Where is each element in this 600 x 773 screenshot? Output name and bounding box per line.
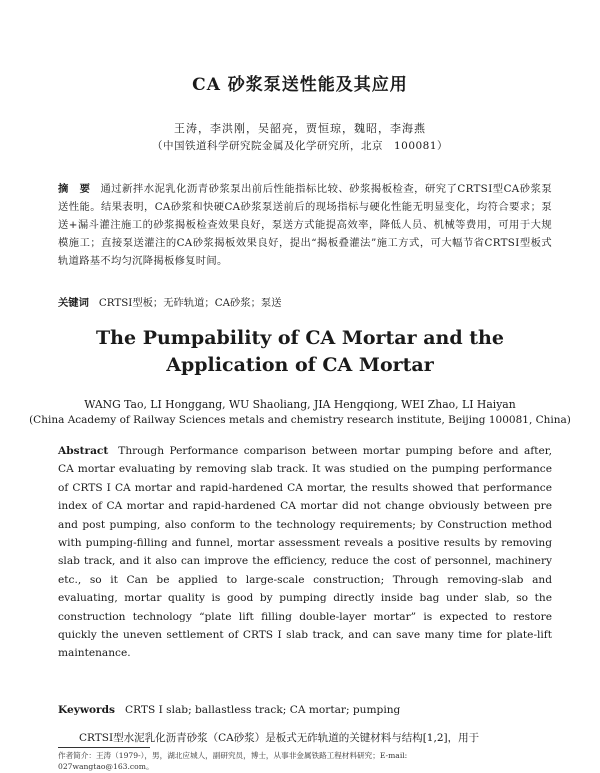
chinese-abstract bbox=[58, 180, 552, 270]
author-footnote bbox=[58, 750, 552, 772]
chinese-keywords bbox=[58, 295, 552, 311]
english-keywords bbox=[58, 702, 552, 718]
english-authors: WANG Tao, LI Honggang, WU Shaoliang, JIA Hengqiong, WEI Zhao, LI Haiyan bbox=[84, 398, 516, 411]
body-first-line: CRTSⅠ型水泥乳化沥青砂浆（CA砂浆）是板式无砟轨道的关键材料与结构[1,2]，用于 bbox=[79, 732, 480, 744]
english-abstract bbox=[58, 442, 552, 663]
footnote-line-2: 027wangtao@163.com。 bbox=[58, 762, 154, 771]
footnote-line-1: 作者简介：王涛（1979-），男，湖北应城人，副研究员，博士，从事非金属铁路工程材料研究；E-mail: bbox=[58, 751, 408, 760]
english-abstract-label: Abstract bbox=[58, 445, 109, 457]
chinese-abstract-text: 通过新拌水泥乳化沥青砂浆泵出前后性能指标比较、砂浆揭板检查，研究了CRTSⅠ型CA砂浆泵送性能。结果表明，CA砂浆和快硬CA砂浆泵送前后的现场指标与硬化性能无明显变化，均符合要求；泵送+漏斗灌注施工的砂浆揭板检查效果良好，泵送方式能提高效率，降低人员、机械等费用，可用于大规模施工；直接泵送灌注的CA砂浆揭板效果良好，提出“揭板叠灌法”施工方式，可大幅节省CRTSⅠ型板式轨道路基不均匀沉降揭板修复时间。 bbox=[58, 183, 552, 267]
english-title bbox=[0, 325, 600, 379]
english-affiliation: (China Academy of Railway Sciences metals and chemistry research institute, Beijing 100081, China) bbox=[29, 414, 571, 426]
chinese-keywords-text: CRTSⅠ型板；无砟轨道；CA砂浆；泵送 bbox=[98, 297, 282, 309]
chinese-authors: 王涛，李洪刚，吴韶亮，贾恒琼，魏昭，李海燕 bbox=[174, 122, 426, 135]
english-keywords-label: Keywords bbox=[58, 704, 116, 716]
chinese-abstract-label: 摘 要 bbox=[58, 183, 91, 195]
english-title-line-1: The Pumpability of CA Mortar and the bbox=[96, 327, 504, 349]
footnote-divider bbox=[58, 747, 150, 748]
chinese-keywords-label: 关键词 bbox=[58, 297, 89, 309]
chinese-affiliation: （中国铁道科学研究院金属及化学研究所，北京 100081） bbox=[151, 140, 449, 152]
english-title-line-2: Application of CA Mortar bbox=[166, 354, 434, 376]
english-abstract-text: Through Performance comparison between mortar pumping before and after, CA mortar evaluating by removing slab track. It was studied on the pumping performance of CRTS I CA mortar and rapid-hardened CA mortar, the results showed that performance index of CA mortar and rapid-hardened CA mortar did not change obviously between pre and post pumping, also conform to the technology requirements; by Construction method with pumping-filling and funnel, mortar assessment reveals a positive results by removing slab track, and it also can improve the efficiency, reduce the cost of personnel, machinery etc., so it Can be applied to large-scale construction; Through removing-slab and evaluating, mortar quality is good by pumping directly inside bag under slab, so the construction technology “plate lift filling double-layer mortar” is expected to restore quickly the uneven settlement of CRTS I slab track, and can save many time for plate-lift maintenance. bbox=[58, 445, 552, 660]
chinese-title: CA 砂浆泵送性能及其应用 bbox=[192, 75, 408, 95]
english-keywords-text: CRTS I slab; ballastless track; CA mortar; pumping bbox=[125, 704, 401, 716]
